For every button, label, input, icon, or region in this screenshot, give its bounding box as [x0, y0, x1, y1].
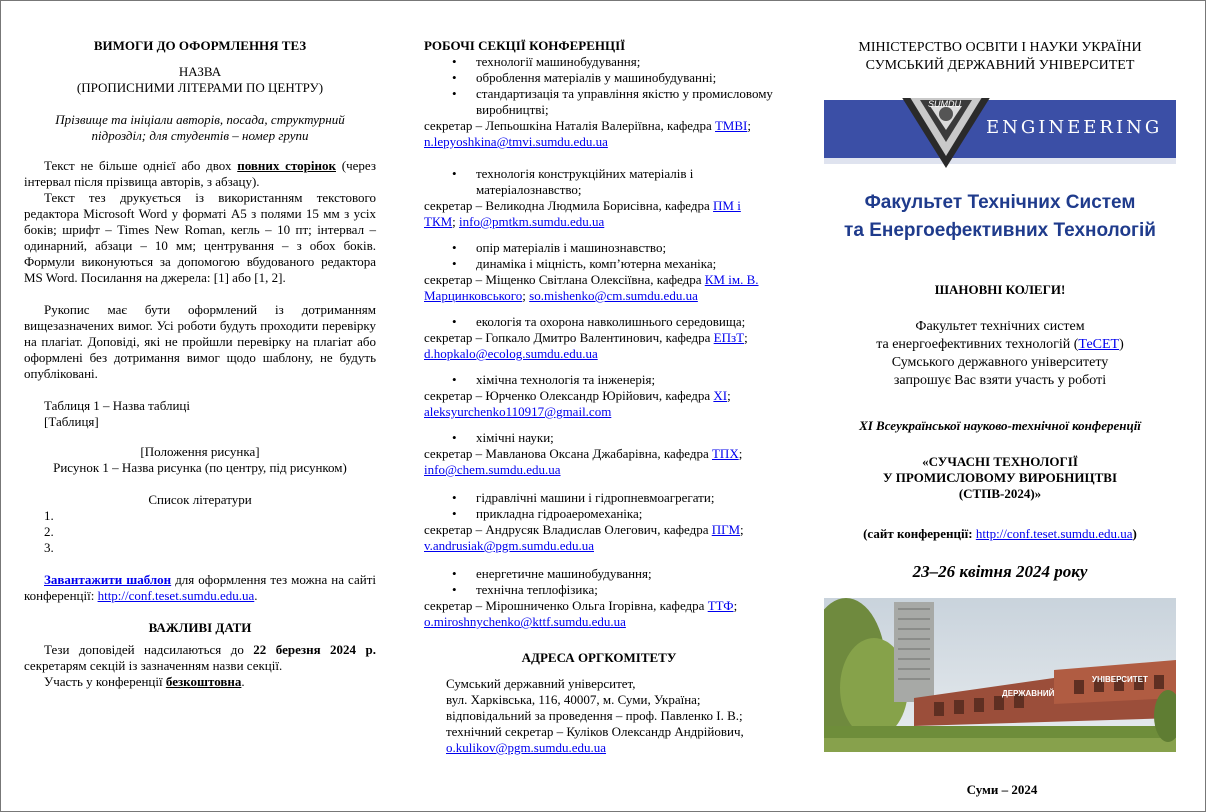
university-photo — [824, 598, 1176, 752]
figure-caption: Рисунок 1 – Назва рисунка (по центру, під рисунком) — [53, 460, 347, 475]
sections-heading: РОБОЧІ СЕКЦІЇ КОНФЕРЕНЦІЇ — [424, 38, 626, 53]
secretary-email-link[interactable]: info@pmtkm.sumdu.edu.ua — [459, 214, 605, 229]
section-topic: • прикладна гідроаеромеханіка; — [476, 506, 774, 522]
invitation-text — [824, 318, 1176, 390]
faculty-banner — [824, 98, 1176, 248]
invitation-line — [824, 336, 1176, 354]
download-template-link[interactable]: Завантажити шаблон — [44, 572, 172, 587]
invitation-line: Факультет технічних систем — [915, 319, 1085, 334]
reference-item: 2. — [44, 524, 54, 539]
deadline-post: секретарям секцій із зазначенням назви секції. — [24, 658, 283, 673]
requirements-heading: ВИМОГИ ДО ОФОРМЛЕННЯ ТЕЗ — [93, 38, 307, 53]
ministry-title: МІНІСТЕРСТВО ОСВІТИ І НАУКИ УКРАЇНИ — [858, 40, 1142, 55]
reference-item: 1. — [44, 508, 54, 523]
conference-site-link[interactable]: http://conf.teset.sumdu.edu.ua — [975, 526, 1133, 541]
address-block — [446, 676, 778, 756]
secretary-name: секретар – Мірошниченко Ольга Ігорівна, кафедра — [424, 598, 708, 613]
section-topic: • хімічна технологія та інженерія; — [476, 372, 774, 388]
deadline-date: 22 березня 2024 р. — [253, 642, 376, 657]
secretary-email-link[interactable]: n.lepyoshkina@tmvi.sumdu.edu.ua — [424, 134, 608, 149]
table-placeholder: [Таблиця] — [44, 414, 99, 429]
secretary-email-link[interactable]: o.miroshnychenko@kttf.sumdu.edu.ua — [424, 614, 626, 629]
plagiarism-paragraph: Рукопис має бути оформлений із дотриманням вищезазначених вимог. Усі роботи будуть проходити перевірку на плагіат. Доповіді, які не пройшли перевірку на плагіат або оформлені без дотримання вимог щодо шаблону, не будуть опубліковані. — [24, 302, 376, 381]
secretary-name: секретар – Мавланова Оксана Джабарівна, кафедра — [424, 446, 712, 461]
department-link[interactable]: ХІ — [713, 388, 728, 403]
section-secretary — [424, 272, 774, 304]
secretary-name: секретар – Великодна Людмила Борисівна, кафедра — [424, 198, 714, 213]
department-link[interactable]: ПМ і ТКМ — [424, 198, 741, 229]
site-pre: (сайт конференції: — [863, 526, 976, 541]
separator: ; — [744, 330, 748, 345]
section-secretary — [424, 330, 774, 362]
secretary-email-link[interactable]: info@chem.sumdu.edu.ua — [424, 462, 561, 477]
separator: ; — [740, 522, 744, 537]
section-topic: • стандартизація та управління якістю у промисловому виробництві; — [476, 86, 774, 118]
secretary-email-link[interactable]: d.hopkalo@ecolog.sumdu.edu.ua — [424, 346, 598, 361]
invitation-line: запрошує Вас взяти участь у роботі — [893, 373, 1107, 388]
section-secretary — [424, 522, 774, 554]
site-post: ) — [1132, 526, 1137, 541]
secretary-email-link[interactable]: so.mishenko@cm.sumdu.edu.ua — [529, 288, 698, 303]
department-link[interactable]: ПГМ — [711, 522, 741, 537]
section-topic: • опір матеріалів і машинознавство; — [476, 240, 774, 256]
references-title: Список літератури — [148, 492, 252, 507]
free-pre: Участь у конференції — [44, 674, 166, 689]
secretary-email-link[interactable]: v.andrusiak@pgm.sumdu.edu.ua — [424, 538, 594, 553]
important-dates-heading: ВАЖЛИВІ ДАТИ — [148, 620, 252, 635]
template-end: . — [254, 588, 258, 603]
university-title: СУМСЬКИЙ ДЕРЖАВНИЙ УНІВЕРСИТЕТ — [865, 58, 1135, 73]
technical-secretary-email-link[interactable]: o.kulikov@pgm.sumdu.edu.ua — [446, 740, 607, 755]
separator: ; — [738, 446, 743, 461]
conference-title-line: У ПРОМИСЛОВОМУ ВИРОБНИЦТВІ — [882, 470, 1118, 485]
secretary-name: секретар – Гопкало Дмитро Валентинович, кафедра — [424, 330, 714, 345]
secretary-name: секретар – Міщенко Світлана Олексіївна, кафедра — [424, 272, 705, 287]
conference-title-line: (СТПВ-2024)» — [958, 486, 1042, 501]
section-topic: • динаміка і міцність, комп’ютерна механіка; — [476, 256, 774, 272]
template-text: для оформлення тез можна на сайті конференції: — [24, 572, 376, 603]
department-link[interactable]: ТМВІ — [715, 118, 748, 133]
footer-city-year: Суми – 2024 — [966, 782, 1038, 797]
section-secretary — [424, 198, 774, 230]
department-link[interactable]: ТПХ — [711, 446, 739, 461]
address-line: технічний секретар – Куліков Олександр Андрійович, — [446, 724, 744, 739]
section-topic: • технології машинобудування; — [476, 54, 774, 70]
conference-title-line: «СУЧАСНІ ТЕХНОЛОГІЇ — [922, 454, 1078, 469]
secretary-email-link[interactable]: aleksyurchenko110917@gmail.com — [424, 404, 612, 419]
section-topic: • гідравлічні машини і гідропневмоагрегати; — [476, 490, 774, 506]
greeting: ШАНОВНІ КОЛЕГИ! — [934, 282, 1066, 297]
conference-site — [824, 526, 1176, 542]
deadline-paragraph — [24, 642, 376, 674]
section-topic: • технічна теплофізика; — [476, 582, 774, 598]
deadline-pre: Тези доповідей надсилаються до — [44, 642, 254, 657]
invitation-line-post: ) — [1119, 337, 1124, 352]
figure-placeholder: [Положення рисунка] — [140, 444, 260, 459]
text-length-post: (через інтервал після прізвища авторів, з абзацу). — [24, 158, 376, 189]
section-block — [424, 430, 774, 478]
table-caption: Таблиця 1 – Назва таблиці — [44, 398, 191, 413]
invitation-line-pre: та енергоефективних технологій ( — [876, 337, 1079, 352]
faculty-banner-line1: Факультет Технічних Систем — [864, 192, 1136, 213]
text-length-pre: Текст не більше однієї або двох — [44, 158, 238, 173]
invitation-line: Сумського державного університету — [891, 355, 1109, 370]
section-block — [424, 566, 774, 630]
free-post: . — [241, 674, 245, 689]
engineering-logo-text: ENGINEERING — [986, 117, 1163, 138]
full-pages-emphasis: повних сторінок — [237, 158, 336, 173]
address-line: відповідальний за проведення – проф. Павленко І. В.; — [446, 708, 743, 723]
free-emphasis: безкоштовна — [165, 674, 242, 689]
conference-title — [824, 454, 1176, 502]
department-link[interactable]: ТТФ — [707, 598, 734, 613]
section-block — [424, 314, 774, 362]
section-block — [424, 372, 774, 420]
separator: ; — [733, 598, 738, 613]
section-topic: • оброблення матеріалів у машинобудуванні; — [476, 70, 774, 86]
section-block — [424, 490, 774, 554]
secretary-name: секретар – Юрченко Олександр Юрійович, кафедра — [424, 388, 714, 403]
building-sign-right: УНІВЕРСИТЕТ — [1092, 675, 1148, 684]
reference-item: 3. — [44, 540, 54, 555]
faculty-banner-line2: та Енергоефективних Технологій — [844, 220, 1156, 241]
free-participation-paragraph — [24, 674, 376, 690]
section-block — [424, 54, 774, 150]
department-link[interactable]: ЕПзТ — [713, 330, 745, 345]
title-format-line2: (ПРОПИСНИМИ ЛІТЕРАМИ ПО ЦЕНТРУ) — [76, 80, 324, 95]
department-link[interactable]: КМ ім. В. Марцинковського — [424, 272, 759, 303]
section-block — [424, 240, 774, 304]
secretary-name: секретар – Лепьошкіна Наталія Валеріївна, кафедра — [424, 118, 716, 133]
section-block — [424, 166, 774, 230]
separator: ; — [452, 214, 460, 229]
authors-format-line1: Прізвище та ініціали авторів, посада, структурний — [55, 112, 345, 127]
address-line: Сумський державний університет, — [446, 676, 636, 691]
section-secretary — [424, 118, 774, 150]
authors-format-line2: підрозділ; для студентів – номер групи — [91, 128, 309, 143]
template-paragraph — [24, 572, 376, 604]
teset-link[interactable]: ТеСЕТ — [1078, 337, 1120, 352]
separator: ; — [727, 388, 731, 403]
title-format-line1: НАЗВА — [178, 64, 222, 79]
conference-dates: 23–26 квітня 2024 року — [912, 562, 1088, 581]
building-sign-left: ДЕРЖАВНИЙ — [1002, 689, 1055, 698]
section-topic: • енергетичне машинобудування; — [476, 566, 774, 582]
section-secretary — [424, 446, 774, 478]
section-topic: • екологія та охорона навколишнього середовища; — [476, 314, 774, 330]
secretary-name: секретар – Андрусяк Владислав Олегович, кафедра — [424, 522, 712, 537]
conference-site-link[interactable]: http://conf.teset.sumdu.edu.ua — [97, 588, 255, 603]
conference-edition: XI Всеукраїнської науково-технічної конференції — [859, 418, 1141, 433]
address-line: вул. Харківська, 116, 40007, м. Суми, Україна; — [446, 692, 701, 707]
section-secretary — [424, 598, 774, 630]
text-length-paragraph — [24, 158, 376, 190]
section-topic: • хімічні науки; — [476, 430, 774, 446]
format-paragraph: Текст тез друкується із використанням текстового редактора Microsoft Word у форматі А5 з полями 15 мм з усіх боків; шрифт – Times New Roman, кегль – 10 пт; інтервал – одинарний, абзаци – 10 мм; центрування – з обох боків. Формули виконуються за допомогою вбудованого редактора MS Word. Посилання на джерела: [1] або [1, 2]. — [24, 190, 376, 285]
separator: ; — [747, 118, 751, 133]
section-topic: • технологія конструкційних матеріалів і матеріалознавство; — [476, 166, 774, 198]
sumdu-logo-text: SUMDU — [928, 99, 961, 109]
address-heading: АДРЕСА ОРГКОМІТЕТУ — [521, 650, 677, 665]
section-secretary — [424, 388, 774, 420]
separator: ; — [522, 288, 530, 303]
